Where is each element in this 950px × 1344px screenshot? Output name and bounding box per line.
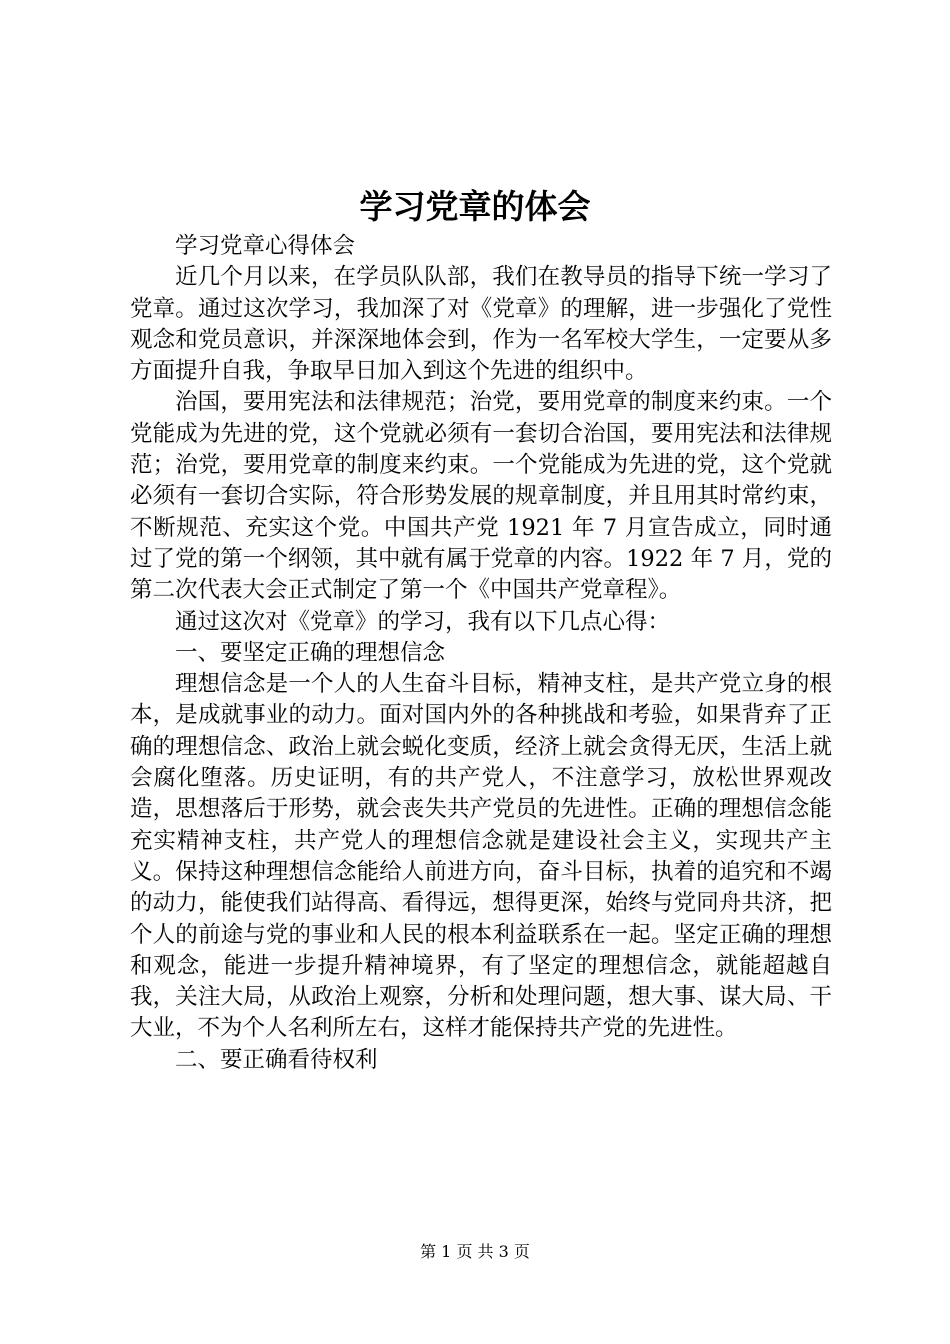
paragraph-party-constitution-history: 治国，要用宪法和法律规范；治党，要用党章的制度来约束。一个党能成为先进的党，这个党就必须有一套切合治国，要用宪法和法律规范；治党，要用党章的制度来约束。一个党能成为先进的党，这个党就必须有一套切合实际，符合形势发展的规章制度，并且用其时常约束，不断规范、充实这个党。中国共产党 1921 年 7 月宣告成立，同时通过了党的第一个纲领，其中就有属于党章的内容。1922 年 7 月，党的第二次代表大会正式制定了第一个《中国共产党章程》。: [130, 389, 832, 604]
paragraph-lead-in: 通过这次对《党章》的学习，我有以下几点心得：: [175, 608, 671, 635]
paragraph-subtitle: 学习党章心得体会: [175, 233, 356, 259]
paragraph-ideals-beliefs: 理想信念是一个人的人生奋斗目标，精神支柱，是共产党立身的根本，是成就事业的动力。面对国内外的各种挑战和考验，如果背弃了正确的理想信念、政治上就会蜕化变质，经济上就会贪得无厌，生活上就会腐化堕落。历史证明，有的共产党人，不注意学习，放松世界观改造，思想落后于形势，就会丧失共产党员的先进性。正确的理想信念能充实精神支柱，共产党人的理想信念就是建设社会主义，实现共产主义。保持这种理想信念能给人前进方向，奋斗目标，执着的追究和不竭的动力，能使我们站得高、看得远，想得更深，始终与党同舟共济，把个人的前途与党的事业和人民的根本利益联系在一起。坚定正确的理想和观念，能进一步提升精神境界，有了坚定的理想信念，就能超越自我，关注大局，从政治上观察，分析和处理问题，想大事、谋大局、干大业，不为个人名利所左右，这样才能保持共产党的先进性。: [130, 671, 832, 1042]
paragraph-intro: 近几个月以来，在学员队队部，我们在教导员的指导下统一学习了党章。通过这次学习，我加深了对《党章》的理解，进一步强化了党性观念和党员意识，并深深地体会到，作为一名军校大学生，一定要从多方面提升自我，争取早日加入到这个先进的组织中。: [130, 264, 832, 385]
section-heading-1: 一、要坚定正确的理想信念: [175, 639, 446, 666]
page-title: 学习党章的体会: [359, 187, 591, 226]
section-heading-2: 二、要正确看待权利: [175, 1046, 378, 1073]
page-footer: 第 1 页 共 3 页: [420, 1242, 530, 1261]
document-body: [130, 231, 832, 1076]
